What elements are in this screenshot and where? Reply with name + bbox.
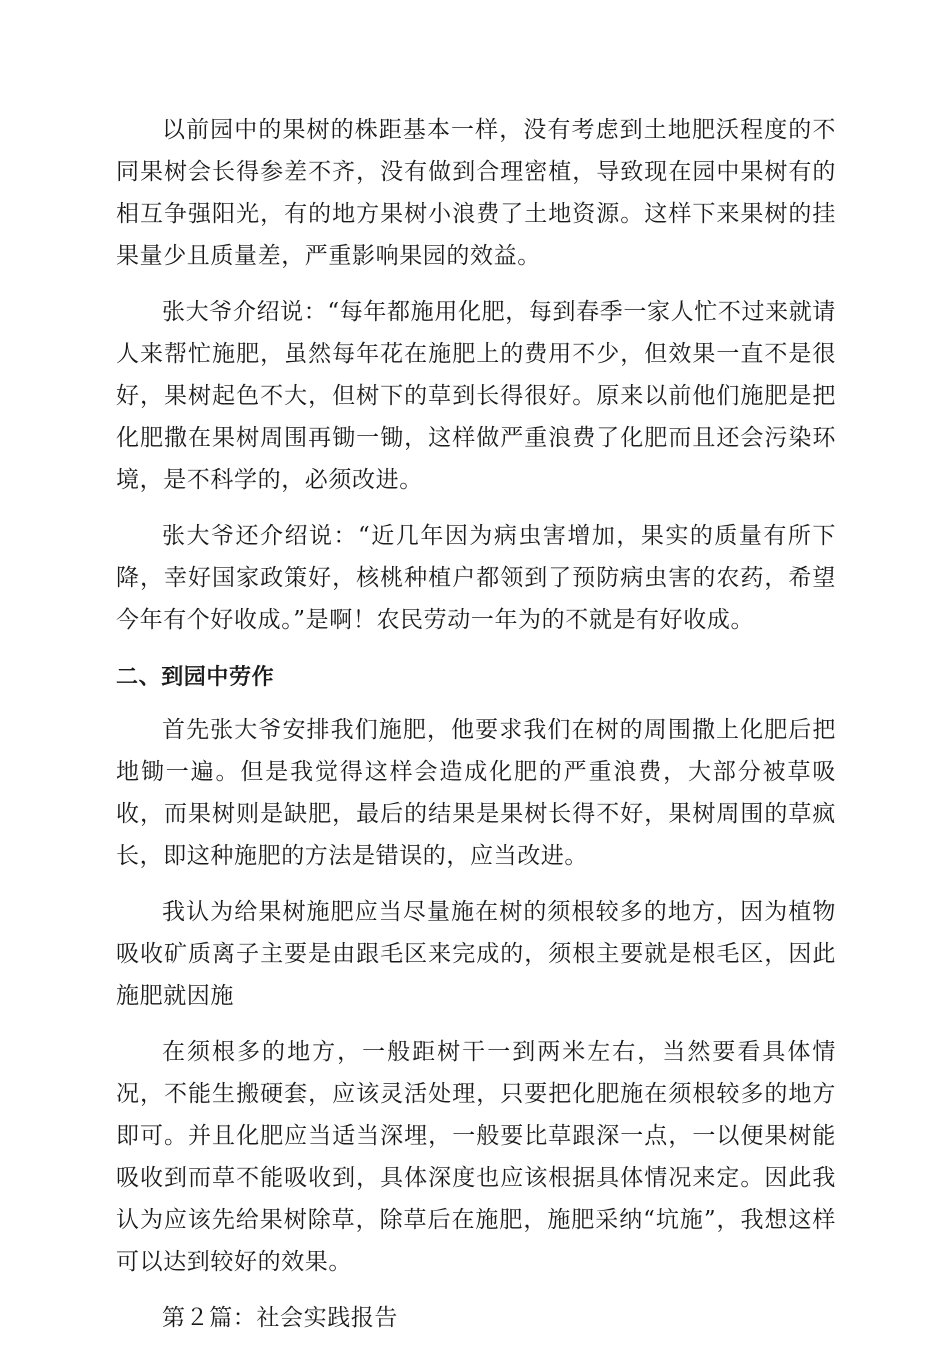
next-article-title: 第２篇：社会实践报告 bbox=[162, 1305, 398, 1331]
paragraph-fertilizer-intro: 张大爷介绍说：“每年都施用化肥，每到春季一家人忙不过来就请人来帮忙施肥，虽然每年花在施肥上的费用不少，但效果一直不是很好，果树起色不大，但树下的草到长得很好。原来以前他们施肥是把化肥撒在果树周围再锄一锄，这样做严重浪费了化肥而且还会污染环境，是不科学的，必须改进。 bbox=[116, 299, 836, 493]
paragraph-fertilizer-method: 在须根多的地方，一般距树干一到两米左右，当然要看具体情况，不能生搬硬套，应该灵活处理，只要把化肥施在须根较多的地方即可。并且化肥应当适当深埋，一般要比草跟深一点，一以便果树能吸收到而草不能吸收到，具体深度也应该根据具体情况来定。因此我认为应该先给果树除草，除草后在施肥，施肥采纳“坑施”，我想这样可以达到较好的效果。 bbox=[116, 1039, 836, 1275]
document-body bbox=[116, 109, 836, 1353]
paragraph-tree-spacing: 以前园中的果树的株距基本一样，没有考虑到土地肥沃程度的不同果树会长得参差不齐，没有做到合理密植，导致现在园中果树有的相互争强阳光，有的地方果树小浪费了土地资源。这样下来果树的挂果量少且质量差，严重影响果园的效益。 bbox=[116, 117, 836, 269]
section-heading: 二、到园中劳作 bbox=[116, 665, 275, 690]
paragraph-fertilizing-task: 首先张大爷安排我们施肥，他要求我们在树的周围撒上化肥后把地锄一遍。但是我觉得这样会造成化肥的严重浪费，大部分被草吸收，而果树则是缺肥，最后的结果是果树长得不好，果树周围的草疯长，即这种施肥的方法是错误的，应当改进。 bbox=[116, 717, 836, 869]
paragraph-pest-intro: 张大爷还介绍说：“近几年因为病虫害增加，果实的质量有所下降，幸好国家政策好，核桃种植户都领到了预防病虫害的农药，希望今年有个好收成。”是啊！农民劳动一年为的不就是有好收成。 bbox=[116, 523, 836, 633]
paragraph-root-hair-zone: 我认为给果树施肥应当尽量施在树的须根较多的地方，因为植物吸收矿质离子主要是由跟毛区来完成的，须根主要就是根毛区，因此施肥就因施 bbox=[116, 899, 836, 1009]
